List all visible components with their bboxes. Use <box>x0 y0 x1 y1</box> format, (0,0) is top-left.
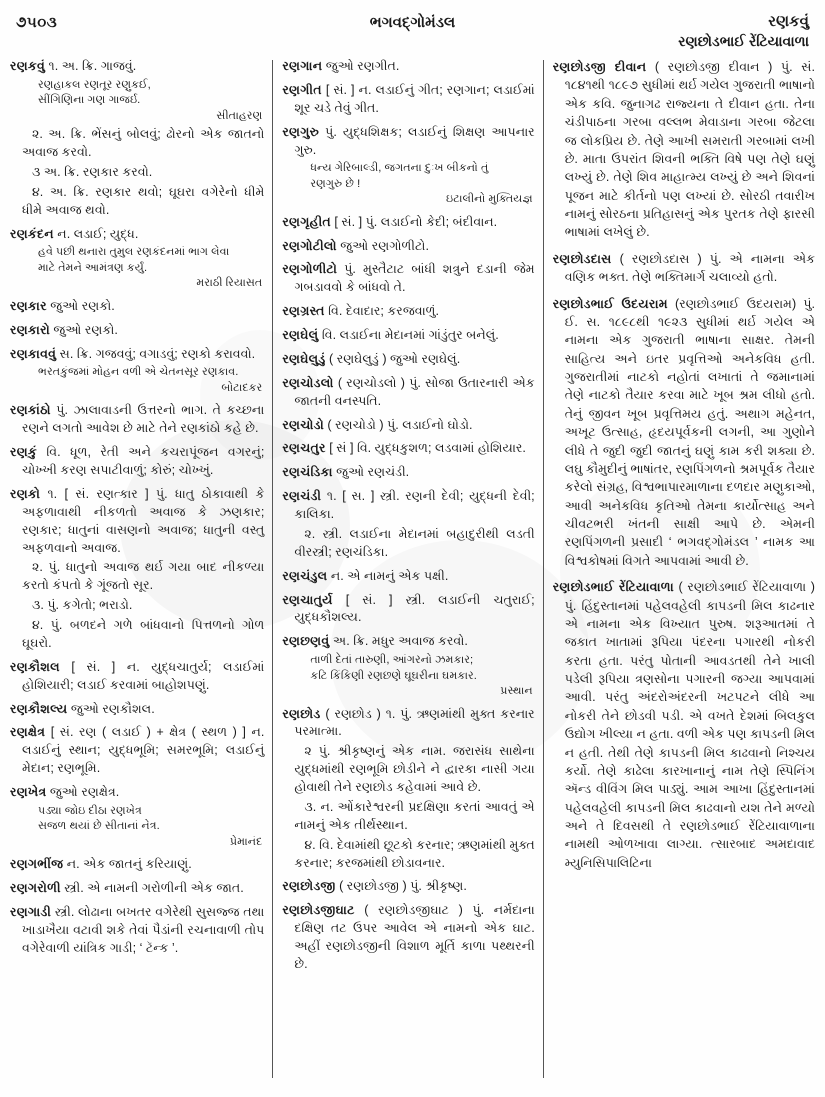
entry-headword: રણછોડજીઘાટ <box>282 903 355 918</box>
entry-headword: રણછોડજી <box>282 879 336 894</box>
entry-citation <box>22 78 264 124</box>
citation-source: મરાઠી રિયાસત <box>196 277 263 290</box>
entry-citation <box>22 804 264 850</box>
citation-line: સીંગિણિના ગણ ગાજર્ઇ. <box>38 94 141 107</box>
entry-definition: ( રણછોડજી ) પું. શ્રીકૃષ્ણ. <box>335 879 467 894</box>
entry-headword: રણકાર <box>10 298 47 313</box>
citation-line: રણગુરુ છે ! <box>310 177 361 190</box>
entry-definition: ( રણચોડો ) પું. લડાઈનો ઘોડો. <box>323 417 473 432</box>
entry-definition: ૧. [ સં. રણત્કાર ] પું. ધાતુ ઠોકાવાથી કે અફળાવાથી નીકળતો અવાજ કે ઝણકાર; રણકાર; ધાતુનાં વાસણનો અવાજ; ધાતુની વસ્તુ અફળવાનો અવાજ. <box>22 486 265 555</box>
text-column-1 <box>10 58 272 964</box>
dictionary-entry <box>10 226 264 292</box>
dictionary-entry <box>282 902 534 974</box>
dictionary-entry <box>10 904 264 958</box>
entry-sense: ૨ પું. શ્રીકૃષ્ણનું એક નામ. જરાસંધ સાથેના યુદ્ધમાંથી રણભૂમિ છોડીને ને દ્વારકા નાસી ગયા હોવાથી તેને રણછોડ કહેવામાં આવે છે. <box>294 744 535 795</box>
dictionary-entry <box>10 701 264 719</box>
dictionary-entry <box>282 261 534 297</box>
catchword-first: રણકવું <box>768 13 809 30</box>
dictionary-entry <box>553 58 815 242</box>
entry-headword: રણકૌશલ્ય <box>10 701 68 716</box>
entry-definition: (રણછોડભાઈ ઉદયરામ) પું. ઈ. સ. ૧૮૯૮થી ૧૯૨૩ સુધીમાં થર્ઇ ગયેલ એ નામના એક ગુજરાતી ભાષાના સાક્ષર. તેમની સાહિત્ય અને ઇતર પ્રવૃત્તિઓ અનેકવિધ હતી. ગુજરાતીમાં નાટકો નહોતાં લખાતાં તે જમાનામાં તેણે નાટકો તૈયાર કરવા માટે ખૂબ શ્રમ લીધો હતો. તેનું જીવન ખૂબ પ્રવૃત્તિમય હતું. અથાગ મહેનત, અખૂટ ઉત્સાહ, હૃદયપૂર્વકની લગની, આ ગુણોને લીધે તે જુદી જુદી જાતનું ઘણું કામ કરી શક્યા છે. લઘુ કૌમુદીનું ભાષાંતર, રણપિંગળનો શ્રમપૂર્વક તૈયાર કરેલો સંગ્રહ, વિશ્વભાપારમાળાના દળદાર મણુકાઓ, આવી અનેકવિધ કૃતિઓ તેમના કાર્યોત્સાહ અને ચીવટભરી ખંતની સાક્ષી આપે છે. એમની રણપિંગળની પ્રસાદી ‘ ભગવદ્ગોમંડલ ’ નામક આ વિશ્વકોષમાં વિગતે આપવામાં આવી છે. <box>564 296 816 568</box>
entry-definition: ( રણઘેલુડું ) જુઓ રણઘેલું. <box>325 351 461 366</box>
entry-definition: [ સં. ] પું. લડાઈનો કેદી; બંદીવાન. <box>330 214 498 229</box>
entry-headword: રણકાંઠો <box>10 403 51 418</box>
entry-headword: રણકાવવું <box>10 346 57 361</box>
entry-headword: રણચંડુલ <box>282 568 328 583</box>
dictionary-entry <box>10 298 264 316</box>
entry-definition: વિ. દેવાદાર; કરજવાળું. <box>324 304 439 319</box>
dictionary-entry <box>553 295 815 571</box>
entry-sense: ૩. ન. ઓંકારેશ્વરની પ્રદક્ષિણા કરતાં આવતું એ નામનું એક તીર્થસ્થાન. <box>294 799 535 832</box>
book-title: ભગવદ્ગોમંડલ <box>369 14 456 31</box>
dictionary-entry <box>282 351 534 369</box>
entry-definition: ( રણછોડજીઘાટ ) પું. નર્મદાના દક્ષિણ તટ ઉપર આવેલ એ નામનો એક ઘાટ. અહીં રણછોડજીની વિશાળ મૂર્તિ કાળા પથ્થરની છે. <box>294 903 535 971</box>
dictionary-entry <box>10 346 264 397</box>
entry-headword: રણછોડભાઈ ઉદયરામ <box>552 296 668 311</box>
dictionary-entry <box>282 214 534 232</box>
dictionary-entry <box>10 880 264 898</box>
citation-source: પ્રસ્થાન <box>500 685 533 698</box>
entry-definition: જુઓ રણકો. <box>49 322 118 337</box>
entry-citation <box>22 245 264 291</box>
entry-headword: રણગ્રસ્ત <box>282 304 325 319</box>
entry-sense: ૨. પું. ધાતુનો અવાજ થર્ઇ ગયા બાદ નીકળ્યા કરતો કંપતો કે ગૂંજતો સૂર. <box>22 560 265 593</box>
entry-headword: રણચોડો <box>282 417 324 432</box>
citation-line: ભરતકુંજમાં મોહન વળી એ ચેતનસૂર રણકાવ. <box>38 366 239 379</box>
dictionary-entry <box>282 417 534 435</box>
entry-definition: વિ. ધૂળ, રેતી અને કચરાપૂંજન વગરનું; ચોખ્ખી કરણ સપાટીવાળું; કોરું; ચોખ્ખું. <box>22 445 265 477</box>
entry-headword: રણકું <box>10 445 37 460</box>
entry-definition: [ સં. રણ ( લડાઈ ) + ક્ષેત્ર ( સ્થળ ) ] ન. લડાઈનું સ્થાન; યુદ્ધભૂમિ; સમરભૂમિ; લડાઈનું મેદાન; રણભૂમિ. <box>22 725 265 776</box>
citation-line: સજળ થયાં છે સીતાનાં નેત્ર. <box>38 820 160 833</box>
entry-definition: ન. લડાઈ; યુદ્ધ. <box>53 226 139 241</box>
dictionary-entry <box>282 592 534 628</box>
entry-definition: ન. એ નામનું એક પક્ષી. <box>327 568 449 583</box>
dictionary-entry <box>282 58 534 76</box>
dictionary-entry <box>282 878 534 896</box>
citation-line: ધન્ય ગેરિબાલ્ડી, જગતના દુઃખ બીકનો તું <box>310 162 489 175</box>
entry-headword: રણછોડ <box>282 706 321 721</box>
citation-line: રણહાકલ રણતૂર રણુકઈ, <box>38 78 151 91</box>
entry-sense: ૪. વિ. દેવામાંથી છૂટકો કરનાર; ઋણમાંથી મુક્ત કરનાર; કરજમાંથી છોડાવનાર. <box>294 837 535 870</box>
citation-source: બોટાદકર <box>221 381 263 394</box>
entry-headword: રણગભીંજ <box>10 857 64 872</box>
entry-headword: રણછોડજી દીવાન <box>552 60 647 74</box>
entry-definition: [ સં. ] ન. લડાઈનું ગીત; રણગાન; લડાઈમાં શૂર ચડે તેવું ગીત. <box>294 82 535 115</box>
entry-headword: રણગોટીલો <box>282 238 337 253</box>
entry-sense: ૪. પું. બળદને ગળે બાંધવાનો પિત્તળનો ગોળ ઘૂઘરો. <box>22 618 265 650</box>
dictionary-entry <box>282 633 534 699</box>
entry-definition: ૧. અ. ક્રિ. ગાજવું. <box>45 59 137 73</box>
entry-headword: રણચતુર <box>282 441 326 456</box>
dictionary-entry <box>10 444 264 480</box>
citation-source: ઇટાલીનો મુક્તિયજ્ઞ <box>446 193 533 206</box>
entry-headword: રણછોડદાસ <box>552 251 612 266</box>
citation-line: હવે પછી થનારા તુમુલ રણકંદનમાં ભાગ લેવા <box>38 246 230 259</box>
page-folio-number: ૭૫૦૩ <box>16 14 58 31</box>
entry-headword: રણગાડી <box>10 904 52 919</box>
dictionary-entry <box>282 124 534 208</box>
entry-definition: ( રણચોડલો ) પું. સોજા ઉતારનારી એક જાતની વનસ્પતિ. <box>294 375 535 408</box>
entry-definition: [ સં ] વિ. યુદ્ધકુશળ; લડવામાં હોશિયાર. <box>325 441 526 456</box>
entry-definition: પું. ઝાલાવાડની ઉત્તરનો ભાગ. તે કચ્છના રણને લગતો આવેશ છે માટે તેને રણકાંઠો કહે છે. <box>22 403 265 436</box>
entry-definition: ( રણછોડ ) ૧. પું. ઋણમાંથી મુક્ત કરનાર પરમાત્મા. <box>294 706 535 739</box>
entry-sense: ૩. પું. કગેતો; ભરાડો. <box>32 598 133 613</box>
column-container <box>10 58 815 1078</box>
dictionary-entry <box>10 402 264 438</box>
dictionary-entry <box>282 488 534 562</box>
dictionary-entry <box>10 724 264 778</box>
entry-headword: રણકારો <box>10 322 50 337</box>
dictionary-entry <box>10 856 264 874</box>
citation-source: સીતાહરણ <box>216 109 263 122</box>
dictionary-entry <box>282 706 534 873</box>
entry-headword: રણક્ષેત્ર <box>10 725 46 740</box>
dictionary-entry <box>282 238 534 256</box>
entry-definition: જુઓ રણકો. <box>46 298 115 313</box>
entry-definition: જુઓ રણચંડી. <box>332 465 410 480</box>
dictionary-entry <box>10 486 264 653</box>
text-column-2 <box>273 58 542 980</box>
entry-headword: રણગાન <box>282 59 323 73</box>
dictionary-entry <box>282 327 534 345</box>
entry-headword: રણગીત <box>282 82 322 97</box>
entry-definition: અ. ક્રિ. મધુર અવાજ કરવો. <box>329 634 468 649</box>
entry-citation <box>22 365 264 396</box>
entry-definition: ( રણછોડભાઈ રેંટિયાવાળા ) પું. હિંદુસ્તાનમાં પહેલવહેલી કાપડની મિલ કાઢનાર એ નામના એક વિખ્યાત પુરુષ. શરૂઆતમાં તે જકાત ખાતામાં રૂપિયા પંદરના પગારથી નોકરી કરતા હતા. પરંતુ પોતાની આવડતથી તેને ખાલી પડેલી રૂપિયા ત્રણસોના પગારની જગ્યા આપવામાં આવી. પરંતુ અંદરોઅંદરની ખટપટને લીધે આ નોકરી તેને છોડવી પડી. એ વખતે દેશમાં બિલકુલ ઉદ્યોગ ખીલ્યા ન હતા. વળી એક પણ કાપડની મિલ ન હતી. તેથી તેણે કાપડની મિલ કાઢવાનો નિશ્ચય કર્યો. તેણે કાઢેલા કારખાનાનું નામ તેણે સ્પિનિંગ ઍન્ડ વીવિંગ મિલ પાડ્યું. આમ આખા હિંદુસ્તાનમાં પહેલવહેલી કાપડની મિલ કાઢવાનો યશ તેને મળ્યો અને તે દિવસથી તે રણછોડભાઈ રેંટિયાવાળાના નામથી ઓળખાવા લાગ્યા. ત્સારબાદ અમદાવાદ મ્યુનિસિપાલિટિના <box>564 580 816 870</box>
entry-citation <box>294 653 534 699</box>
dictionary-entry <box>553 578 815 872</box>
dictionary-entry <box>282 440 534 458</box>
entry-definition: [ સં. ] ન. યુદ્ધચાતુર્ય; લડાઈમાં હોશિયારી; લડાઈ કરવામાં બાહોશપણું. <box>22 659 265 692</box>
entry-definition: સ્ત્રી. એ નામની ગરોળીની એક જાત. <box>60 881 244 896</box>
dictionary-entry <box>10 58 264 220</box>
running-head <box>10 12 815 58</box>
entry-citation <box>294 161 534 207</box>
entry-headword: રણચાતુર્ય <box>282 592 333 607</box>
entry-definition: જુઓ રણકૌશલ. <box>67 701 155 716</box>
entry-headword: રણછોડભાઈ રેંટિયાવાળા <box>552 580 674 595</box>
dictionary-entry <box>10 322 264 340</box>
entry-sense: ૪. અ. ક્રિ. રણકાર થવો; ઘૂઘરા વગેરેનો ધીમે ધીમે અવાજ થવો. <box>22 184 265 217</box>
entry-sense: ૨. અ. ક્રિ. ભેંસનું બોલવું; ઢોરનો એક જાતનો અવાજ કરવો. <box>22 127 265 160</box>
entry-headword: રણગુરુ <box>282 124 320 139</box>
entry-definition: જુઓ રણગોળીટો. <box>336 238 429 253</box>
entry-definition: જુઓ રણગીત. <box>322 59 400 73</box>
dictionary-entry <box>282 568 534 586</box>
citation-line: તાળી દેતાં તારુણી, આંગરનો ઝમકાર; <box>310 654 474 667</box>
dictionary-entry <box>553 250 815 287</box>
entry-definition: પું. મુસ્તૈટાટ બાંધી શત્રુને દડાની જેમ ગબડાવવો કે બાંધવો તે. <box>294 262 535 295</box>
entry-headword: રણઘેલુડું <box>282 351 326 366</box>
dictionary-entry <box>282 303 534 321</box>
text-column-3 <box>544 58 815 880</box>
entry-headword: રણચંડી <box>282 489 322 504</box>
entry-definition: [ સં. ] સ્ત્રી. લડાઈની ચતુરાઈ; યુદ્ધકૌશલ્ય. <box>294 592 535 625</box>
entry-headword: રણગોળીટો <box>282 262 338 277</box>
citation-source: પ્રેમાનંદ <box>229 835 263 848</box>
entry-definition: સ્ત્રી. લોઢાના બખતર વગેરેથી સુસજ્જ તથા ખાડાખૈયા વટાવી શકે તેવાં પૈડાંની રચનાવાળી તોપ વગેરેવાળી યાંત્રિક ગાડી; ‘ ટૅન્ક ’. <box>22 904 265 955</box>
dictionary-entry <box>10 659 264 695</box>
catchword-block <box>678 12 809 50</box>
entry-definition: ૧. [ સ. ] સ્ત્રી. રણની દેવી; યુદ્ધની દેવી; કાલિકા. <box>294 489 535 522</box>
dictionary-entry <box>282 82 534 118</box>
entry-headword: રણકંદન <box>10 226 54 241</box>
entry-headword: રણચોડલો <box>282 375 334 390</box>
entry-headword: રણખેત્ર <box>10 785 47 799</box>
entry-headword: રણગરોળી <box>10 881 61 896</box>
dictionary-entry <box>282 464 534 482</box>
entry-definition: ( રણછોડજી દીવાન ) પું. સં. ૧૮૪૧થી ૧૮૯૭ સુધીમાં થર્ઇ ગયેલ ગુજરાતી ભાષાનો એક કવિ. જુનાગઢ રાજ્યના તે દીવાન હતા. તેના ચંડીપાઠના ગરબા વલ્લભ મેવાડાના ગરબા જેટલા જ લોકપ્રિય છે. તેણે આખી સમરાતી ગરબામાં લખી છે. માતા ઉપરાંત શિવની ભક્તિ વિષે પણ તેણે ઘણું લખ્યું છે. તેણે શિવ માહાત્મ્ય લખ્યું છે અને શિવનાં પૂજન માટે કીર્તનો પણ લખ્યાં છે. સોરઠી તવારીખ નામનું સોરઠના પ્રતિહાસનું એક પુરતક તેણે ફારસી ભાષામાં લખેલું છે. <box>564 60 815 240</box>
entry-sense: ૨. સ્ત્રી. લડાઈના મેદાનમાં બહાદુરીથી લડતી વીરસ્ત્રી; રણચંડિકા. <box>294 526 535 559</box>
entry-headword: રણકૌશલ <box>10 659 60 674</box>
dictionary-entry <box>282 375 534 411</box>
catchword-last: રણછોડભાઈ રેંટિયાવાળા <box>678 32 809 49</box>
entry-definition: ( રણછોડદાસ ) પું. એ નામના એક વણિક ભક્ત. તેણે ભક્તિમાર્ગ ચલાવ્યો હતો. <box>564 251 815 285</box>
entry-definition: ન. એક જાતનું કરિયાણું. <box>63 857 192 872</box>
entry-definition: સ. ક્રિ. ગજવવું; વગાડવું; રણકો કરાવવો. <box>56 346 256 361</box>
citation-line: પડ્યા જોઇ દીઠા રણખેત્ર <box>38 804 142 817</box>
entry-headword: રણછણવું <box>282 634 330 649</box>
entry-headword: રણકો <box>10 486 41 501</box>
entry-definition: જુઓ રણક્ષેત્ર. <box>46 785 120 799</box>
entry-headword: રણગૃહીત <box>282 214 331 229</box>
entry-definition: વિ. લડાઈના મેદાનમાં ગાંડુંતુર બનેલું. <box>318 328 499 343</box>
entry-headword: રણકવું <box>10 59 46 73</box>
entry-definition: પું. યુદ્ધશિક્ષક; લડાઈનું શિક્ષણ આપનાર ગુરુ. <box>294 124 535 157</box>
entry-headword: રણઘેલું <box>282 328 319 343</box>
entry-headword: રણચંડિકા <box>282 465 333 480</box>
entry-sense: ૩ અ. ક્રિ. રણકાર કરવો. <box>32 164 153 179</box>
citation-line: કટિ કિંકિણી રણછણે ઘૂઘરીના ઘમકાર. <box>310 669 477 682</box>
citation-line: માટે તેમને આમંત્રણ કર્યું. <box>38 261 148 274</box>
dictionary-entry <box>10 784 264 850</box>
